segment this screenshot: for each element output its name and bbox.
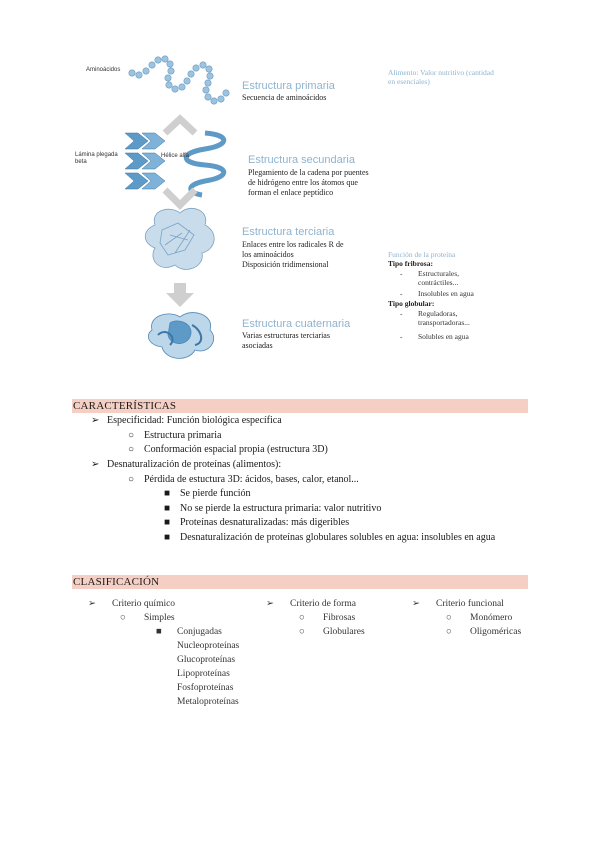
secondary-desc-2: de hidrógeno entre los átomos que — [248, 178, 358, 187]
criterio-forma: ➢ Criterio de forma — [266, 599, 356, 609]
forma-item-1: ○ Fibrosas — [299, 613, 356, 623]
criterio-quimico: ➢ Criterio químico — [88, 599, 176, 609]
primary-chain-icon — [129, 56, 229, 104]
primary-title: Estructura primaria — [242, 80, 335, 92]
globular-item-2: Solubles en agua — [418, 332, 469, 341]
alpha-helix-label: Hélice alfa — [161, 153, 190, 159]
esp-subitem-2: ○ Conformación espacial propia (estructura 3D) — [128, 444, 328, 455]
funcion-title: Función de la proteína — [388, 250, 456, 259]
perdida-bullet-4 — [164, 531, 180, 545]
alpha-helix-icon — [186, 133, 224, 195]
arrow-bullet-icon: ➢ — [91, 459, 100, 470]
arrow-bullet-icon: ➢ — [88, 599, 96, 609]
tertiary-title: Estructura terciaria — [242, 226, 335, 238]
funcional-item-2: ○ Oligoméricas — [446, 627, 522, 637]
dash-2: - — [400, 289, 403, 298]
fibrosa-item-1a: Estructurales, — [418, 269, 460, 278]
square-bullet-icon: ■ — [156, 627, 162, 637]
square-bullet-icon: ■ — [164, 517, 171, 528]
aminoacids-label: Aminoácidos — [86, 67, 121, 73]
tertiary-structure-icon — [145, 208, 214, 269]
conjugada-sub-1: Nucleoproteínas — [177, 641, 240, 651]
globular-label: Tipo globular: — [388, 299, 435, 308]
arrow-bullet-icon: ➢ — [412, 599, 420, 609]
dash-1: - — [400, 269, 403, 278]
beta-sheet-icon — [125, 133, 165, 189]
quaternary-title: Estructura cuaternaria — [242, 318, 351, 330]
desnat-item: ➢ Desnaturalización de proteínas (alimentos): — [91, 459, 282, 470]
forma-item-2: ○ Globulares — [299, 627, 365, 637]
circle-bullet-icon: ○ — [446, 627, 452, 637]
globular-item-1a: Reguladoras, — [418, 309, 458, 318]
square-bullet-icon: ■ — [164, 532, 171, 543]
quaternary-desc-1: Varias estructuras terciarias — [242, 331, 330, 340]
beta-sheet-label: Lámina plegada beta — [75, 152, 118, 165]
perdida-item-3: ■ Proteínas desnaturalizadas: más digeribles — [164, 517, 350, 528]
especificidad-item: ➢ Especificidad: Función biológica específica — [91, 415, 282, 426]
fibrosa-item-2: Insolubles en agua — [418, 289, 474, 298]
tertiary-desc-1: Enlaces entre los radicales R de — [242, 240, 344, 249]
square-bullet-icon: ■ — [164, 488, 171, 499]
caracteristicas-heading: CARACTERÍSTICAS — [72, 399, 528, 413]
square-bullet-icon: ■ — [164, 503, 171, 514]
perdida-subitem: ○ Pérdida de estuctura 3D: ácidos, bases, calor, etanol... — [128, 474, 359, 485]
perdida-item-1: ■ Se pierde función — [164, 488, 251, 499]
arrow-down-icon — [165, 190, 195, 205]
alimento-note-2: en esenciales) — [388, 77, 430, 86]
secondary-title: Estructura secundaria — [248, 154, 355, 166]
arrow-icon — [165, 119, 195, 133]
dash-3: - — [400, 309, 403, 318]
perdida-item-4: Desnaturalización de proteínas globulares solubles en agua: insolubles en agua — [180, 532, 496, 543]
funcional-item-1: ○ Monómero — [446, 613, 513, 623]
quaternary-desc-2: asociadas — [242, 341, 273, 350]
conjugada-sub-5: Metaloproteínas — [177, 697, 239, 707]
circle-bullet-icon: ○ — [299, 627, 305, 637]
circle-bullet-icon: ○ — [128, 444, 135, 455]
esp-subitem-1: ○ Estructura primaria — [128, 430, 222, 441]
circle-bullet-icon: ○ — [299, 613, 305, 623]
conjugadas-item: ■ Conjugadas — [156, 627, 222, 637]
arrow-bullet-icon: ➢ — [91, 415, 100, 426]
circle-bullet-icon: ○ — [128, 474, 135, 485]
conjugada-sub-3: Lipoproteínas — [177, 669, 230, 679]
clasificacion-heading: CLASIFICACIÓN — [72, 575, 528, 589]
tertiary-desc-2: los aminoácidos — [242, 250, 294, 259]
alimento-note-1: Alimento: Valor nutritivo (cantidad — [388, 68, 494, 77]
perdida-item-2: ■ No se pierde la estructura primaria: valor nutritivo — [164, 503, 382, 514]
fibrosa-label: Tipo fribrosa: — [388, 259, 433, 268]
circle-bullet-icon: ○ — [128, 430, 135, 441]
fibrosa-item-1b: contráctiles... — [418, 278, 459, 287]
quaternary-structure-icon — [148, 313, 213, 359]
secondary-desc-1: Plegamiento de la cadena por puentes — [248, 168, 369, 177]
dash-4: - — [400, 332, 403, 341]
circle-bullet-icon: ○ — [446, 613, 452, 623]
circle-bullet-icon: ○ — [120, 613, 126, 623]
primary-desc: Secuencia de aminoácidos — [242, 93, 327, 102]
conjugada-sub-4: Fosfoproteínas — [177, 683, 234, 693]
arrow-down-icon-2 — [166, 293, 194, 307]
protein-diagram-svg — [70, 45, 240, 365]
tertiary-desc-3: Disposición tridimensional — [242, 260, 329, 269]
conjugada-sub-2: Glucoproteínas — [177, 655, 236, 665]
secondary-desc-3: forman el enlace peptídico — [248, 188, 334, 197]
criterio-funcional: ➢ Criterio funcional — [412, 599, 504, 609]
globular-item-1b: transportadoras... — [418, 318, 470, 327]
simples-item: ○ Simples — [120, 613, 175, 623]
arrow-bullet-icon: ➢ — [266, 599, 274, 609]
